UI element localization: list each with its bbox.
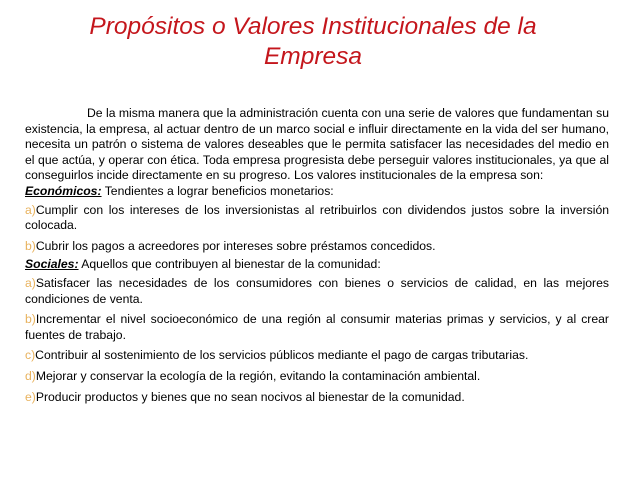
item-text: Incrementar el nivel socioeconómico de una región al consumir materias primas y servicios, y al crear fuentes de trabajo. bbox=[25, 312, 609, 342]
intro-paragraph: De la misma manera que la administración cuenta con una serie de valores que fundamentan su existencia, la empresa, al actuar dentro de un marco social e influir directamente en la vida del ser humano, necesita un patrón o sistema de valores deseables que le permita satisfacer las necesidades del medio en el que actúa, y operar con ética. Toda empresa progresista debe perseguir valores institucionales, ya que al conseguirlos incide directamente en su progreso. Los valores institucionales de la empresa son: bbox=[25, 106, 609, 183]
economicos-item-a bbox=[25, 203, 609, 234]
sociales-description: Aquellos que contribuyen al bienestar de la comunidad: bbox=[78, 257, 381, 272]
slide-title-line-2: Empresa bbox=[263, 43, 363, 70]
item-text: Producir productos y bienes que no sean nocivos al bienestar de la comunidad. bbox=[35, 389, 465, 404]
item-letter: d) bbox=[25, 368, 36, 383]
item-text: Contribuir al sostenimiento de los servicios públicos mediante el pago de cargas tributarias. bbox=[35, 348, 529, 363]
item-text: Mejorar y conservar la ecología de la región, evitando la contaminación ambiental. bbox=[35, 368, 481, 383]
economicos-label: Económicos: bbox=[25, 183, 102, 198]
slide-title bbox=[40, 12, 586, 72]
sociales-item-c bbox=[25, 348, 609, 364]
sociales-label: Sociales: bbox=[25, 257, 79, 272]
item-letter: a) bbox=[25, 202, 36, 217]
economicos-heading bbox=[25, 184, 609, 200]
sociales-item-b bbox=[25, 312, 609, 343]
sociales-item-e bbox=[25, 390, 609, 406]
sociales-item-d bbox=[25, 369, 609, 385]
item-letter: b) bbox=[25, 312, 36, 327]
sociales-heading bbox=[25, 257, 609, 273]
economicos-description: Tendientes a lograr beneficios monetarios: bbox=[101, 183, 334, 198]
slide-title-line-1: Propósitos o Valores Institucionales de la bbox=[89, 13, 537, 40]
item-text: Cumplir con los intereses de los inversionistas al retribuirlos con dividendos justos sobre la inversión colocada. bbox=[25, 202, 609, 233]
item-letter: b) bbox=[25, 238, 36, 253]
item-text: Cubrir los pagos a acreedores por intereses sobre préstamos concedidos. bbox=[35, 238, 436, 253]
item-letter: e) bbox=[25, 389, 36, 404]
item-text: Satisfacer las necesidades de los consumidores con bienes o servicios de calidad, en las mejores condiciones de venta. bbox=[25, 275, 609, 306]
economicos-item-b bbox=[25, 239, 609, 255]
slide-body bbox=[25, 106, 609, 405]
item-letter: a) bbox=[25, 275, 36, 290]
item-letter: c) bbox=[25, 348, 36, 363]
sociales-item-a bbox=[25, 276, 609, 307]
